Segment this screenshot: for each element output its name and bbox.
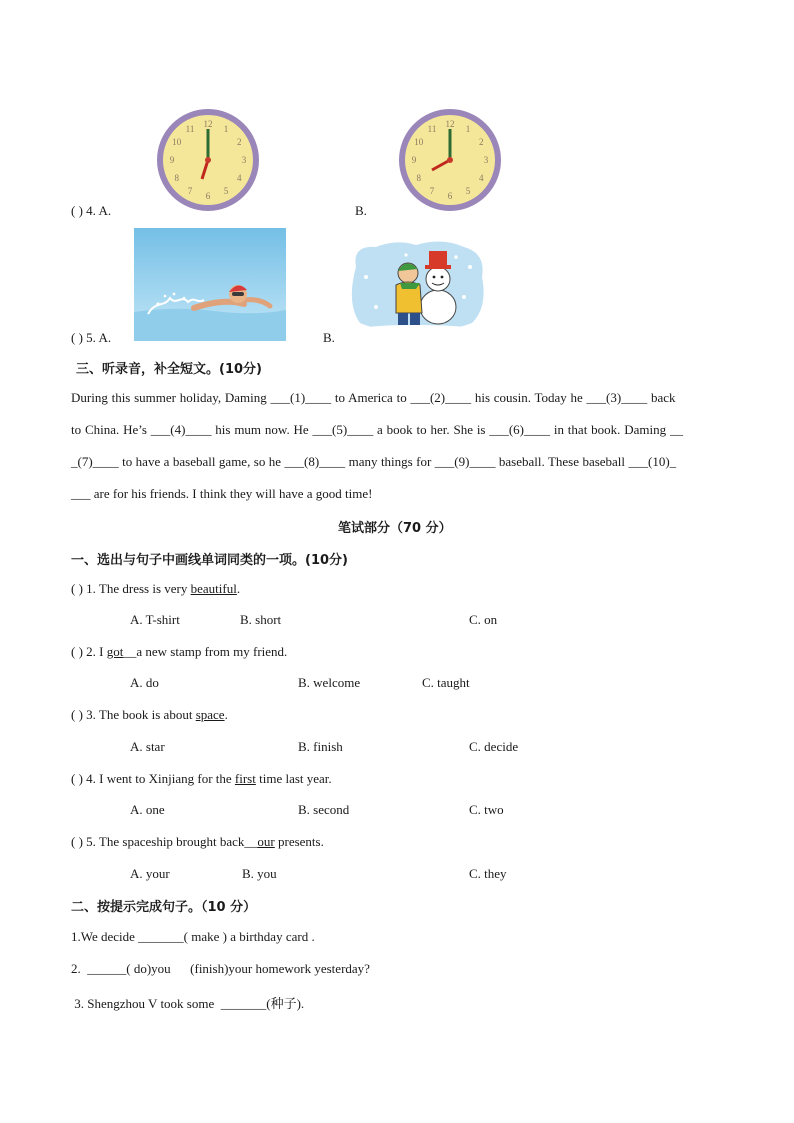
option-a: A. your: [130, 866, 170, 881]
clock-a: [157, 109, 259, 211]
clock-numeral: 5: [223, 186, 229, 197]
sentence-item: 1.We decide _______( make ) a birthday card .: [71, 929, 315, 944]
passage-line: _(7)____ to have a baseball game, so he ___(8)____ many things for ___(9)____ baseball. These baseball ___(10)_: [71, 454, 677, 469]
question-4-label: ( ) 4. A.: [71, 203, 112, 218]
passage-line: ___ are for his friends. I think they will have a good time!: [71, 486, 373, 501]
clock-numeral: 7: [187, 186, 193, 197]
option-c: C. taught: [422, 675, 470, 690]
clock-numeral: 12: [445, 119, 455, 129]
question-1: ( ) 1. The dress is very beautiful.: [71, 581, 241, 596]
option-a: A. do: [130, 675, 159, 690]
question-5-label: ( ) 5. A.: [71, 330, 112, 345]
passage-line: During this summer holiday, Daming ___(1)____ to America to ___(2)____ his cousin. Today he ___(3)____ back: [71, 390, 676, 405]
clock-b: [399, 109, 501, 211]
option-c: C. two: [469, 802, 504, 817]
section-heading: 一、选出与句子中画线单词同类的一项。(10分): [71, 553, 348, 568]
option-c: C. decide: [469, 739, 519, 754]
option-b: B. short: [240, 612, 282, 627]
option-b: B. welcome: [298, 675, 361, 690]
clock-numeral: 6: [447, 191, 453, 201]
clock-numeral: 9: [411, 155, 417, 165]
clock-numeral: 10: [414, 137, 424, 147]
clock-numeral: 5: [465, 186, 471, 197]
clock-numeral: 1: [465, 123, 471, 134]
option-a: A. one: [130, 802, 165, 817]
clock-numeral: 11: [185, 123, 195, 134]
clock-numeral: 4: [478, 173, 484, 183]
section-heading: 三、听录音，补全短文。(10分): [76, 362, 262, 377]
question-5: ( ) 5. The spaceship brought back__our presents.: [71, 834, 324, 849]
option-a: A. star: [130, 739, 165, 754]
clock-numeral: 8: [174, 173, 180, 183]
clock-numeral: 2: [478, 137, 484, 147]
option-b-label: B.: [323, 330, 335, 345]
clock-numeral: 4: [236, 173, 242, 183]
option-b: B. second: [298, 802, 350, 817]
clock-numeral: 7: [429, 186, 435, 197]
sentence-item: 3. Shengzhou V took some _______(种子).: [71, 996, 305, 1011]
swimming-picture: [134, 228, 286, 341]
clock-numeral: 2: [236, 137, 242, 147]
option-b: B. you: [242, 866, 277, 881]
clock-numeral: 10: [172, 137, 182, 147]
clock-numeral: 9: [169, 155, 175, 165]
option-b-label: B.: [355, 203, 367, 218]
clock-numeral: 12: [203, 119, 213, 129]
question-4: ( ) 4. I went to Xinjiang for the first time last year.: [71, 771, 332, 786]
snowman-picture: [346, 237, 488, 333]
section-heading: 二、按提示完成句子。（10 分）: [71, 900, 257, 915]
clock-numeral: 3: [483, 155, 489, 165]
clock-numeral: 3: [241, 155, 247, 165]
option-a: A. T-shirt: [130, 612, 180, 627]
question-3: ( ) 3. The book is about space.: [71, 707, 228, 722]
sentence-item: 2. ______( do)you (finish)your homework yesterday?: [71, 961, 370, 976]
option-c: C. they: [469, 866, 507, 881]
clock-numeral: 6: [205, 191, 211, 201]
clock-numeral: 11: [427, 123, 437, 134]
written-part-title: 笔试部分（70 分）: [338, 521, 452, 536]
question-2: ( ) 2. I got__a new stamp from my friend.: [71, 644, 288, 659]
clock-numeral: 8: [416, 173, 422, 183]
clock-numeral: 1: [223, 123, 229, 134]
option-b: B. finish: [298, 739, 343, 754]
option-c: C. on: [469, 612, 498, 627]
passage-line: to China. He’s ___(4)____ his mum now. He ___(5)____ a book to her. She is ___(6)____ in that book. Daming __: [71, 422, 683, 437]
